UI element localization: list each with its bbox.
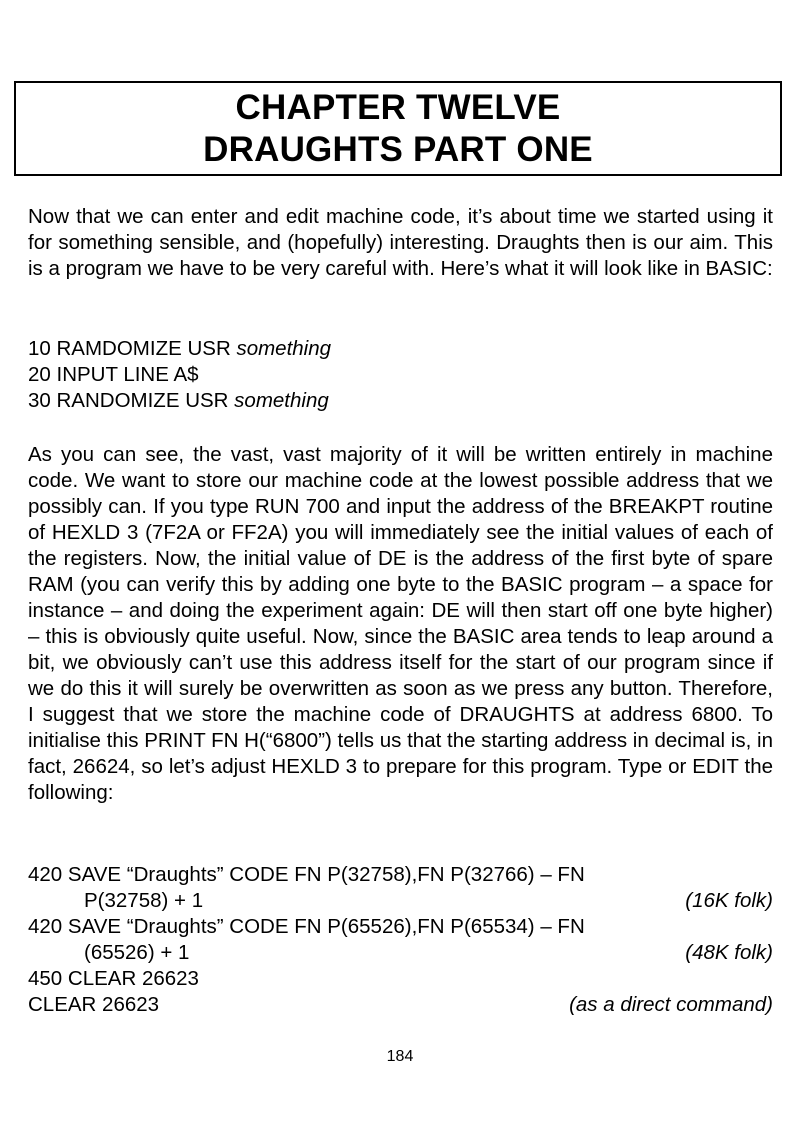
chapter-title: CHAPTER TWELVE: [235, 87, 561, 127]
page-number: 184: [386, 1048, 414, 1065]
edit-listing: [28, 862, 773, 1018]
edit-line-420-48k-cont-row: [28, 940, 773, 966]
edit-line-420-16k: 420 SAVE “Draughts” CODE FN P(32758),FN P(32766) – FN: [28, 863, 585, 886]
intro-paragraph: Now that we can enter and edit machine code, it’s about time we started using it for something sensible, and (hopefully) interesting. Draughts then is our aim. This is a program we have to be very careful with. Here’s what it will look like in BASIC:: [28, 205, 773, 280]
basic-line-10-italic: something: [236, 337, 332, 360]
main-section: [28, 442, 773, 806]
basic-line-30: [28, 388, 773, 414]
intro-section: [28, 204, 773, 282]
chapter-title-box: [14, 81, 782, 176]
chapter-subtitle: DRAUGHTS PART ONE: [203, 129, 593, 169]
basic-listing: [28, 336, 773, 414]
edit-line-420-16k-cont: P(32758) + 1: [84, 889, 204, 912]
note-48k: (48K folk): [685, 941, 773, 964]
main-paragraph: As you can see, the vast, vast majority of it will be written entirely in machine code. We want to store our machine code at the lowest possible address that we possibly can. If you type RUN 700 and input the address of the BREAKPT routine of HEXLD 3 (7F2A or FF2A) you will immediately see the initial values of each of the registers. Now, the initial value of DE is the address of the first byte of spare RAM (you can verify this by adding one byte to the BASIC program – a space for instance – and doing the experiment again: DE will then start off one byte higher) – this is obviously quite useful. Now, since the BASIC area tends to leap around a bit, we obviously can’t use this address itself for the start of our program since if we do this it will surely be overwritten as soon as we press any button. Therefore, I suggest that we store the machine code of DRAUGHTS at address 6800. To initialise this PRINT FN H(“6800”) tells us that the starting address in decimal is, in fact, 26624, so let’s adjust HEXLD 3 to prepare for this program. Type or EDIT the following:: [28, 443, 773, 804]
basic-line-20: [28, 362, 773, 388]
direct-command-row: [28, 992, 773, 1018]
basic-line-10-code: 10 RAMDOMIZE USR: [28, 337, 237, 360]
edit-line-450: 450 CLEAR 26623: [28, 967, 199, 990]
note-direct-command: (as a direct command): [569, 993, 773, 1016]
basic-line-20-code: 20 INPUT LINE A$: [28, 363, 199, 386]
basic-line-30-italic: something: [234, 389, 329, 412]
edit-line-420-48k-cont: (65526) + 1: [84, 941, 190, 964]
direct-command: CLEAR 26623: [28, 993, 160, 1016]
basic-line-30-code: 30 RANDOMIZE USR: [28, 389, 235, 412]
edit-line-420-16k-cont-row: [28, 888, 773, 914]
basic-line-10: [28, 336, 773, 362]
note-16k: (16K folk): [685, 889, 773, 912]
edit-line-420-48k: 420 SAVE “Draughts” CODE FN P(65526),FN P(65534) – FN: [28, 915, 585, 938]
